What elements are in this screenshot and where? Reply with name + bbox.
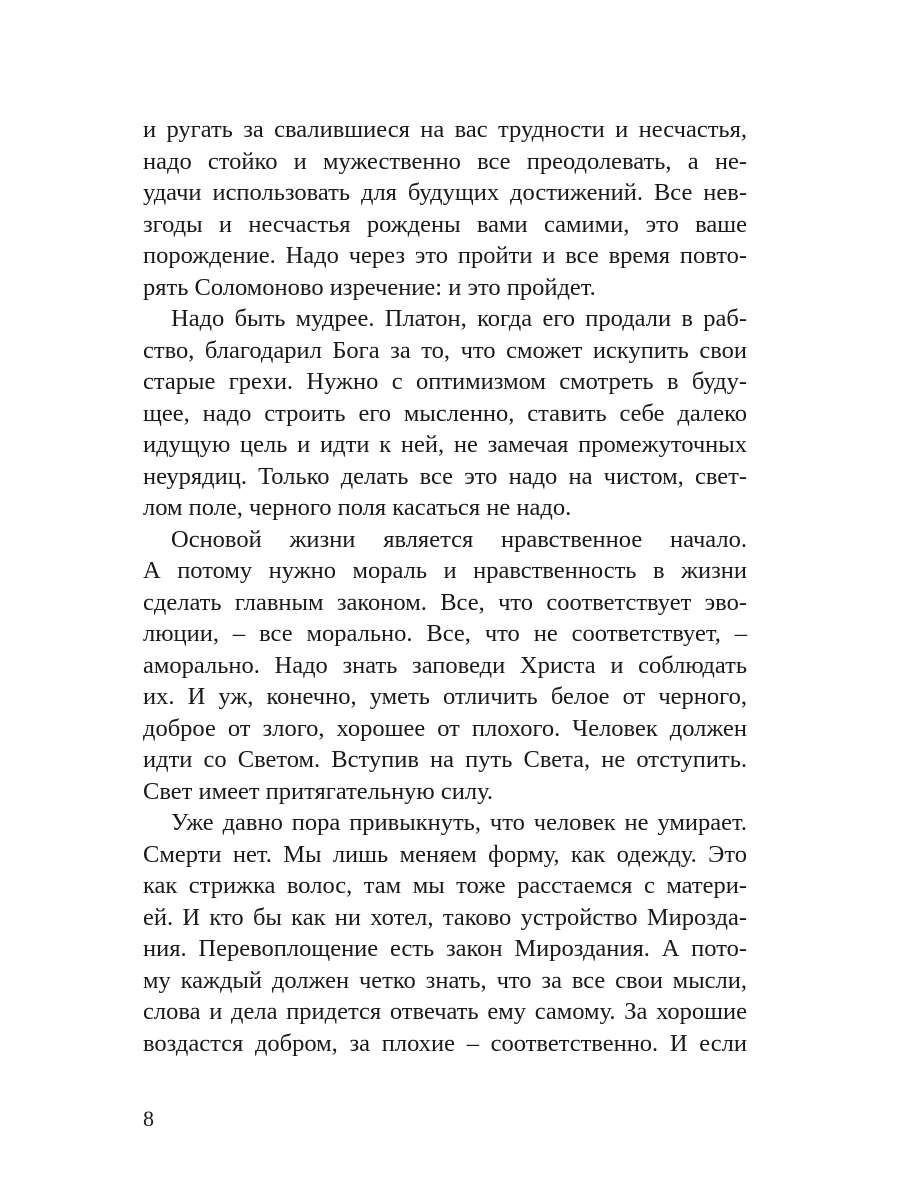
text-line: их. И уж, конечно, уметь отличить белое от черного, [143, 683, 747, 710]
paragraph-1 [143, 114, 747, 303]
text-line: надо стойко и мужественно все преодолевать, а не- [143, 147, 747, 175]
paragraph-3 [143, 524, 747, 808]
text-line: ей. И кто бы как ни хотел, таково устройство Мирозда- [143, 903, 747, 931]
text-line: порождение. Надо через это пройти и все время повто- [143, 242, 747, 269]
paragraph-2 [143, 303, 747, 524]
text-line: доброе от злого, хорошее от плохого. Человек должен [143, 714, 747, 742]
text-line: Уже давно пора привыкнуть, что человек не умирает. [171, 809, 747, 836]
body-text [143, 114, 747, 1059]
text-line: воздастся добром, за плохие – соответственно. И если [143, 1029, 747, 1057]
text-line: А потому нужно мораль и нравственность в жизни [143, 557, 747, 584]
text-line: Смерти нет. Мы лишь меняем форму, как одежду. Это [143, 840, 747, 868]
text-line: ния. Перевоплощение есть закон Мироздания. А пото- [143, 935, 747, 962]
text-line: идущую цель и идти к ней, не замечая промежуточных [143, 431, 747, 458]
text-line: и ругать за свалившиеся на вас трудности и несчастья, [143, 116, 747, 143]
text-line: Свет имеет притягательную силу. [143, 777, 493, 805]
text-line: Надо быть мудрее. Платон, когда его продали в раб- [171, 305, 747, 332]
text-line: идти со Светом. Вступив на путь Света, не отступить. [143, 746, 747, 773]
text-line: слова и дела придется отвечать ему самому. За хорошие [143, 998, 747, 1025]
text-line: му каждый должен четко знать, что за все свои мысли, [143, 966, 747, 994]
text-line: щее, надо строить его мысленно, ставить себе далеко [143, 399, 747, 427]
text-line: неурядиц. Только делать все это надо на чистом, свет- [143, 462, 747, 490]
text-line: лом поле, черного поля касаться не надо. [143, 494, 572, 521]
text-line: удачи использовать для будущих достижений. Все нев- [143, 179, 747, 206]
text-line: ство, благодарил Бога за то, что сможет искупить свои [143, 336, 747, 364]
paragraph-4 [143, 807, 747, 1059]
text-line: рять Соломоново изречение: и это пройдет. [143, 273, 596, 301]
text-line: Основой жизни является нравственное начало. [171, 525, 747, 553]
text-line: сделать главным законом. Все, что соответствует эво- [143, 588, 747, 616]
text-line: згоды и несчастья рождены вами самими, это ваше [143, 210, 747, 238]
text-line: старые грехи. Нужно с оптимизмом смотреть в буду- [143, 368, 747, 395]
page-number: 8 [143, 1106, 154, 1131]
text-line: как стрижка волос, там мы тоже расстаемся с матери- [143, 872, 747, 899]
text-line: аморально. Надо знать заповеди Христа и соблюдать [143, 651, 747, 679]
text-line: люции, – все морально. Все, что не соответствует, – [143, 620, 747, 647]
